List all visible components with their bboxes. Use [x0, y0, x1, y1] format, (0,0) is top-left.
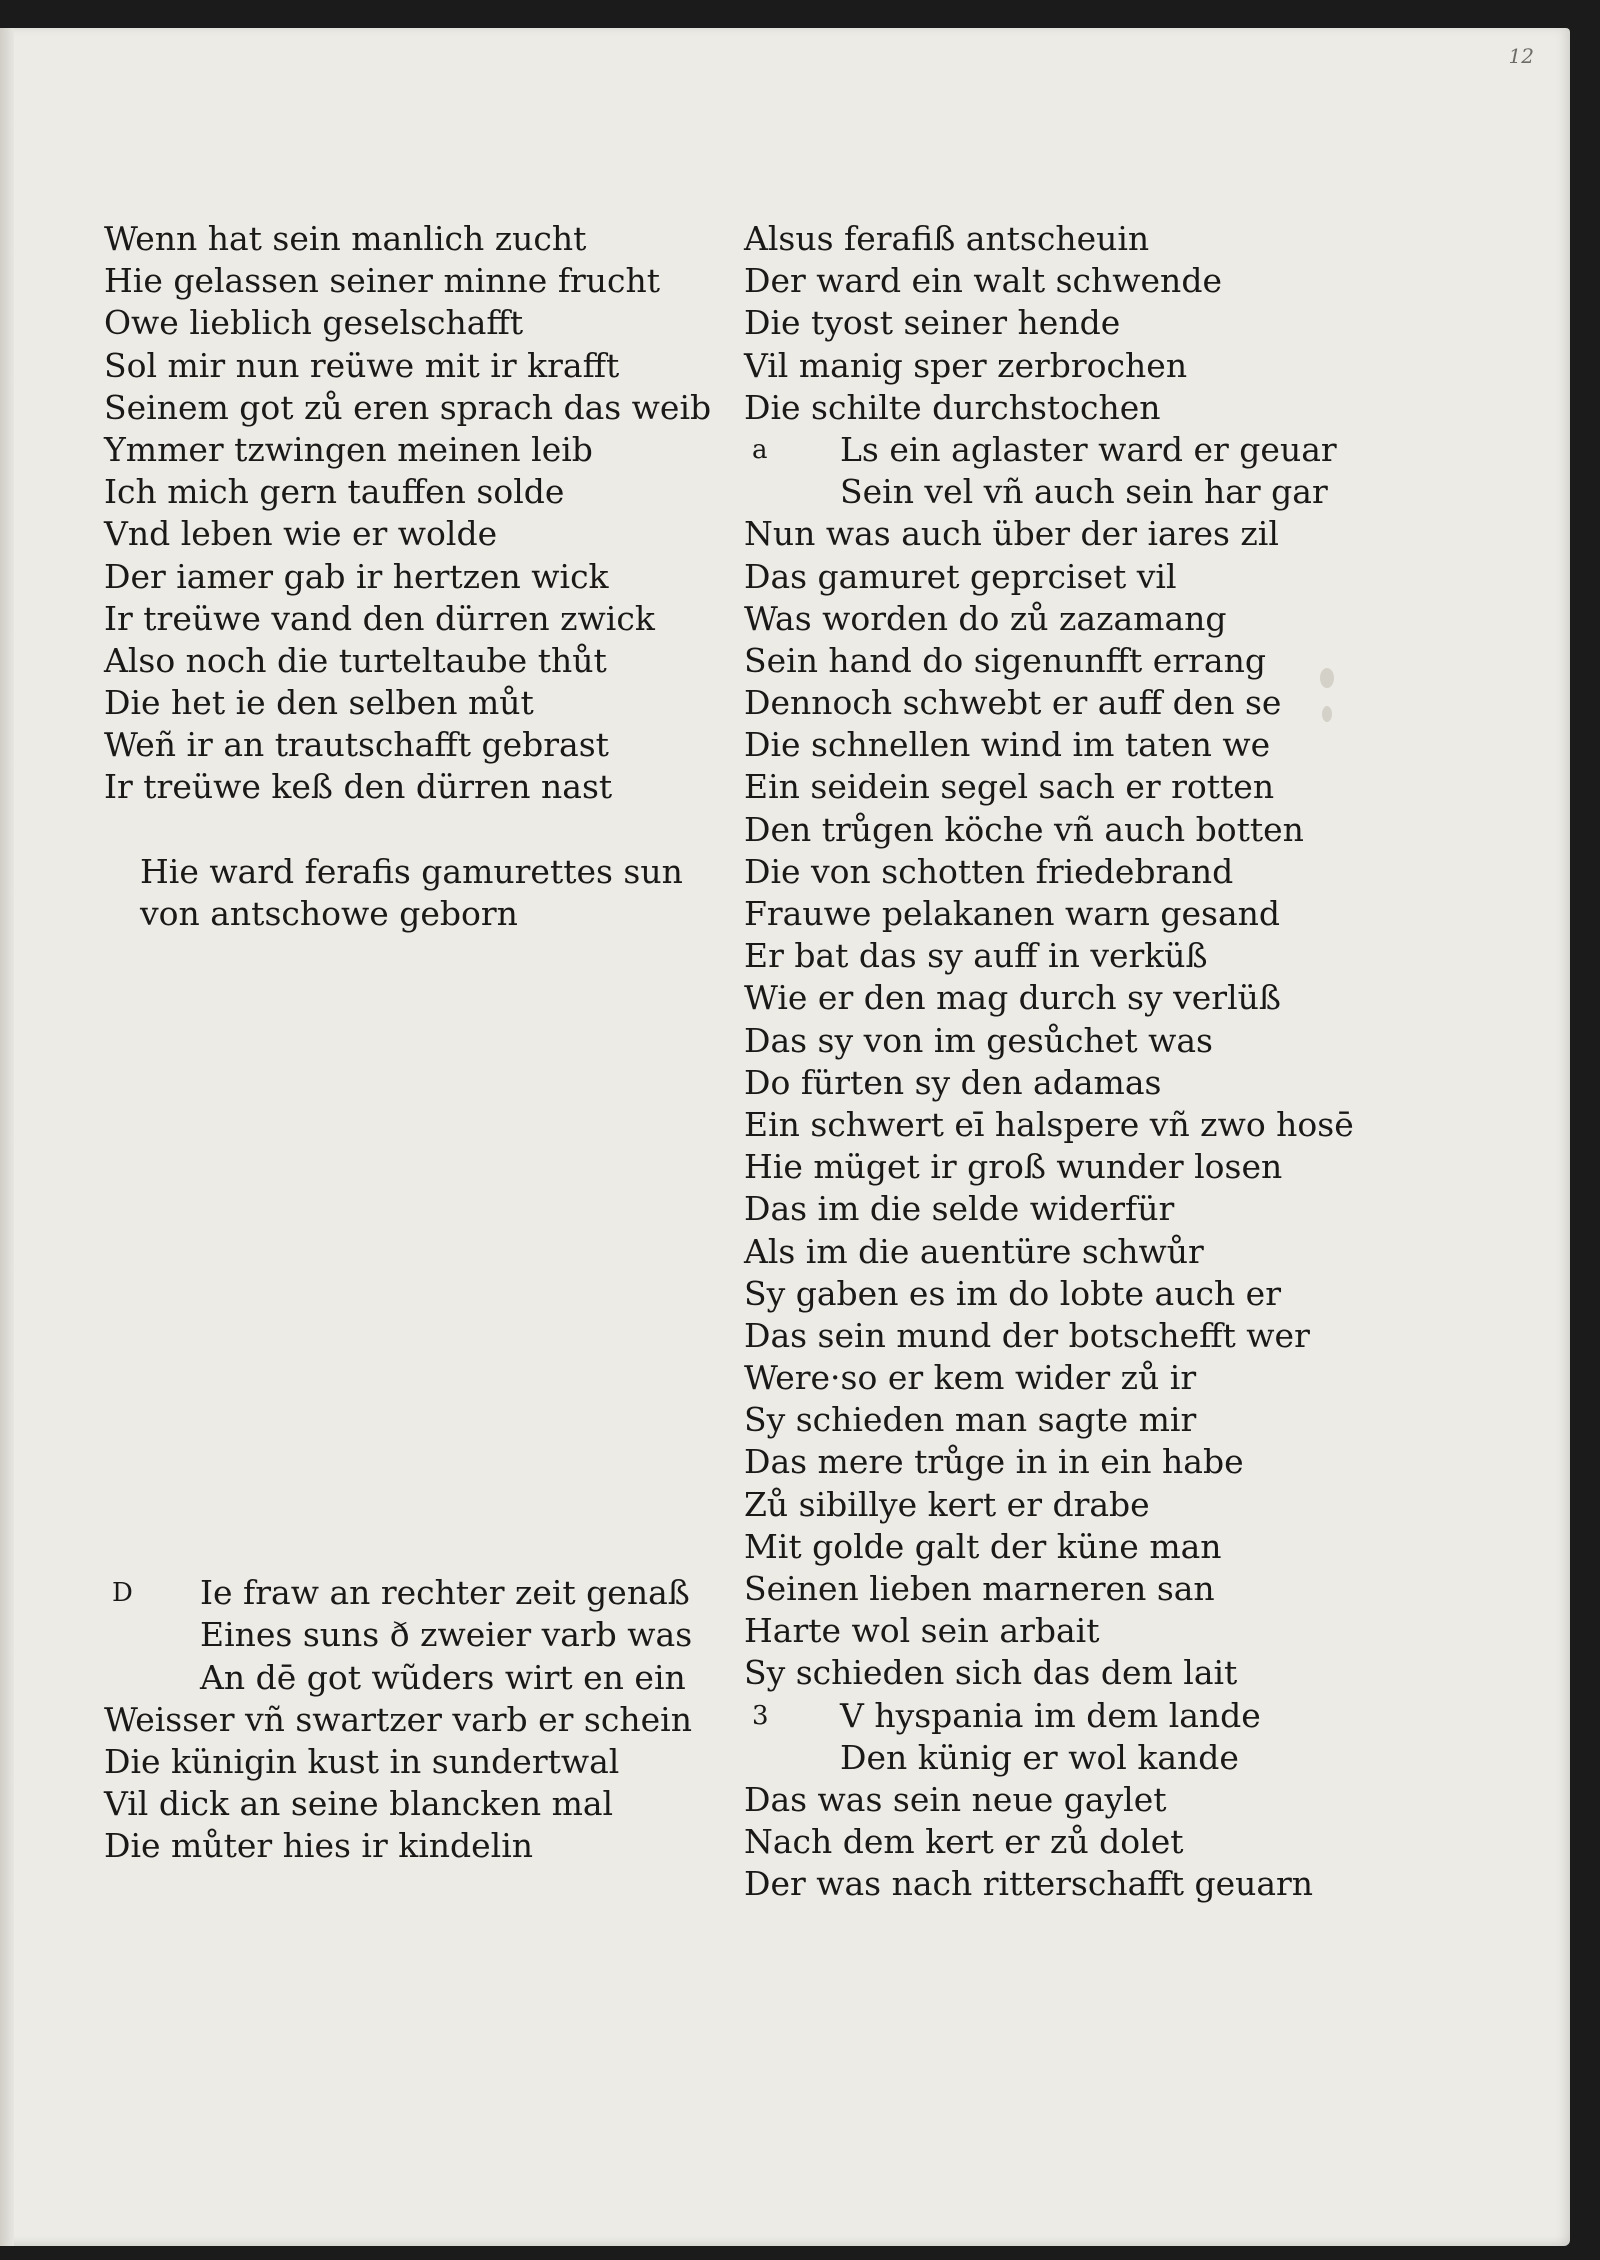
book-page: [0, 28, 1570, 2246]
verse-line: Das im die selde widerfür: [744, 1189, 1175, 1229]
right-verse-block-middle: [744, 513, 1364, 1694]
verse-line: [744, 1695, 1364, 1737]
left-initial-block: [104, 1572, 704, 1699]
verse-line: Ein schwert eī halspere vñ zwo hosē: [744, 1104, 1354, 1144]
verse-line: Harte wol sein arbait: [744, 1611, 1100, 1651]
verse-line: von antschowe geborn: [140, 894, 518, 933]
left-text-column: [104, 218, 712, 1868]
verse-line: [744, 429, 1364, 471]
verse-line: Weisser vñ swartzer varb er schein: [104, 1699, 692, 1739]
verse-line: Nun was auch über der iares zil: [744, 514, 1279, 554]
verse-line: Vil manig sper zerbrochen: [744, 345, 1188, 385]
verse-line: Sein hand do sigenunfft errang: [744, 640, 1266, 680]
verse-line: Wie er den mag durch sy verlüß: [744, 978, 1281, 1018]
verse-text: Sein vel vñ auch sein har gar: [840, 472, 1328, 512]
verse-line: Sy schieden man sagte mir: [744, 1400, 1197, 1440]
verse-line: [104, 1657, 704, 1699]
right-text-column: [744, 218, 1364, 1906]
verse-line: Ein seidein segel sach er rotten: [744, 767, 1275, 807]
verse-text: Ls ein aglaster ward er geuar: [840, 429, 1337, 469]
verse-line: Ich mich gern tauffen solde: [104, 472, 565, 512]
guide-initial-letter: 3: [752, 1700, 769, 1731]
verse-line: Die schnellen wind im taten we: [744, 725, 1271, 765]
verse-line: Das sy von im gesůchet was: [744, 1020, 1213, 1060]
verse-line: Zů sibillye kert er drabe: [744, 1484, 1150, 1524]
verse-line: Frauwe pelakanen warn gesand: [744, 894, 1281, 933]
verse-line: Der was nach ritterschafft geuarn: [744, 1864, 1314, 1904]
verse-line: Sy gaben es im do lobte auch er: [744, 1273, 1281, 1313]
verse-line: Nach dem kert er zů dolet: [744, 1822, 1184, 1862]
verse-line: Sy schieden sich das dem lait: [744, 1653, 1238, 1693]
verse-line: Were·so er kem wider zů ir: [744, 1358, 1197, 1398]
verse-line: [104, 1614, 704, 1656]
left-verse-block-bottom: [104, 1699, 704, 1868]
verse-line: Mit golde galt der küne man: [744, 1526, 1222, 1566]
page-gutter-edge: [0, 28, 14, 2246]
verse-line: Der iamer gab ir hertzen wick: [104, 556, 609, 596]
right-verse-block-top: [744, 218, 1364, 429]
verse-line: Owe lieblich geselschafft: [104, 303, 524, 343]
verse-line: Vnd leben wie er wolde: [104, 514, 498, 554]
verse-line: Die von schotten friedebrand: [744, 851, 1234, 891]
verse-line: Do fürten sy den adamas: [744, 1062, 1162, 1102]
verse-line: Ymmer tzwingen meinen leib: [104, 429, 593, 469]
verse-line: Wenn hat sein manlich zucht: [104, 219, 587, 258]
verse-line: [104, 1572, 704, 1614]
right-initial-block-2: [744, 1695, 1364, 1779]
verse-text: An dē got wũders wirt en ein: [200, 1657, 686, 1697]
right-initial-block: [744, 429, 1364, 513]
verse-line: Das mere trůge in in ein habe: [744, 1442, 1244, 1482]
verse-line: Vil dick an seine blancken mal: [104, 1784, 614, 1824]
verse-line: Er bat das sy auff in verküß: [744, 936, 1208, 976]
blank-space-for-illumination: [104, 935, 704, 1572]
verse-line: Weñ ir an trautschafft gebrast: [104, 725, 609, 765]
verse-line: Die schilte durchstochen: [744, 387, 1161, 427]
verse-line: Die künigin kust in sundertwal: [104, 1741, 620, 1781]
verse-line: Das gamuret geprciset vil: [744, 556, 1177, 596]
verse-line: Den trůgen köche vñ auch botten: [744, 809, 1304, 849]
folio-number: 12: [1508, 44, 1534, 68]
verse-line: Seinem got zů eren sprach das weib: [104, 387, 712, 427]
left-verse-block-top: [104, 218, 712, 809]
verse-line: Das sein mund der botschefft wer: [744, 1315, 1310, 1355]
verse-line: Als im die auentüre schwůr: [744, 1231, 1204, 1271]
guide-initial-letter: a: [752, 434, 768, 465]
verse-line: Hie ward ferafis gamurettes sun: [140, 851, 683, 891]
verse-line: Ir treüwe vand den dürren zwick: [104, 598, 655, 638]
verse-text: V hyspania im dem lande: [840, 1695, 1261, 1735]
verse-line: Der ward ein walt schwende: [744, 261, 1222, 301]
verse-line: Dennoch schwebt er auff den se: [744, 683, 1282, 723]
verse-text: Eines suns ð zweier varb was: [200, 1615, 693, 1655]
verse-line: Das was sein neue gaylet: [744, 1779, 1167, 1819]
verse-line: Was worden do zů zazamang: [744, 598, 1227, 638]
verse-line: Sol mir nun reüwe mit ir krafft: [104, 345, 620, 385]
verse-line: Die het ie den selben můt: [104, 683, 534, 723]
verse-line: Die můter hies ir kindelin: [104, 1826, 534, 1866]
verse-line: Also noch die turteltaube thůt: [104, 640, 607, 680]
verse-text: Ie fraw an rechter zeit genaß: [200, 1573, 690, 1613]
verse-line: [744, 1737, 1364, 1779]
verse-line: Die tyost seiner hende: [744, 303, 1121, 343]
verse-line: Hie gelassen seiner minne frucht: [104, 261, 661, 301]
right-verse-block-bottom: [744, 1779, 1364, 1906]
verse-line: Alsus ferafiß antscheuin: [744, 219, 1150, 258]
verse-line: Seinen lieben marneren san: [744, 1569, 1215, 1608]
guide-initial-letter: D: [112, 1578, 133, 1609]
verse-line: Hie müget ir groß wunder losen: [744, 1147, 1283, 1187]
verse-text: Den künig er wol kande: [840, 1737, 1239, 1777]
verse-line: [744, 471, 1364, 513]
chapter-heading: [104, 851, 704, 935]
verse-line: Ir treüwe keß den dürren nast: [104, 767, 613, 807]
